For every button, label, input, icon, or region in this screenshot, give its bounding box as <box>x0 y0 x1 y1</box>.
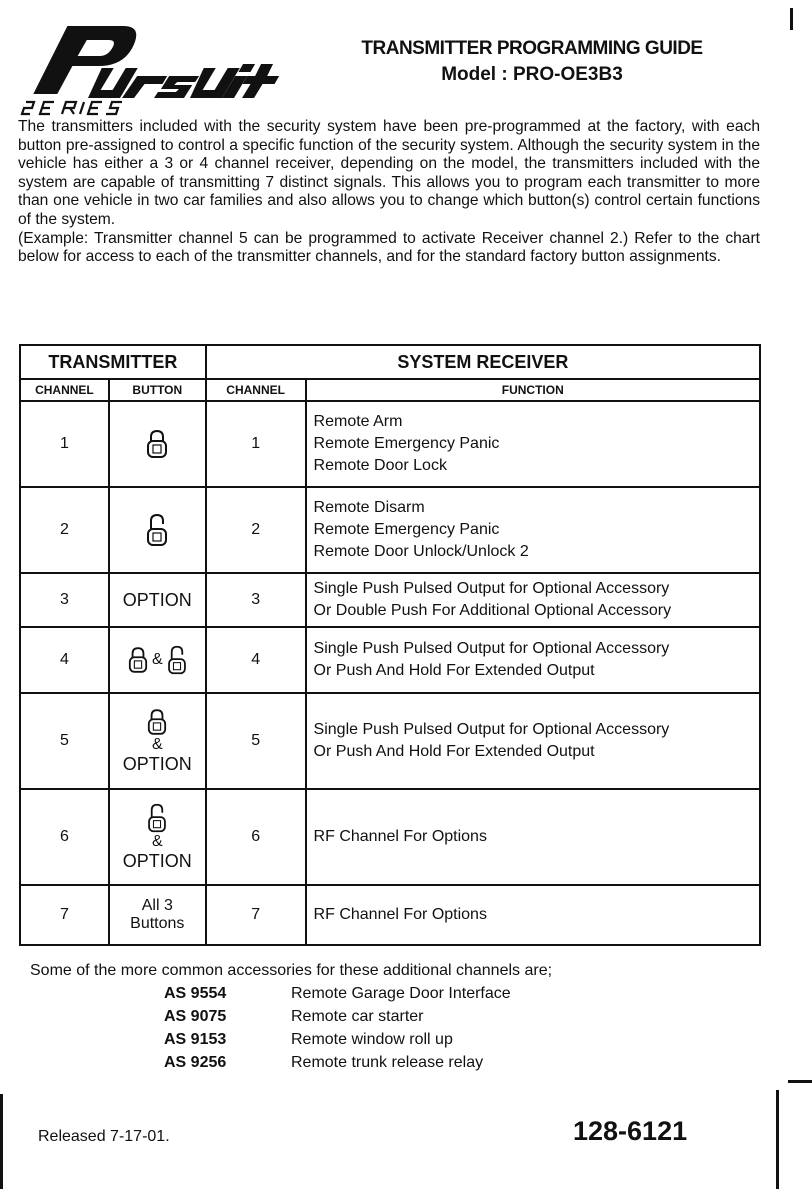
function-cell <box>306 627 760 693</box>
tx-channel-cell: 3 <box>20 573 109 627</box>
table-row <box>20 885 760 945</box>
model-number: Model : PRO-OE3B3 <box>441 64 623 85</box>
locked-padlock-icon <box>147 708 167 736</box>
table-row <box>20 401 760 487</box>
scan-edge-mark <box>788 1080 812 1083</box>
table-row <box>20 573 760 627</box>
intro-paragraph: The transmitters included with the security system have been pre-programmed at the factory, with each button pre-assigned to control a specific function of the security system. Although the security system in the vehicle has either a 3 or 4 channel receiver, depending on the model, the transmitters included with the system are capable of transmitting 7 distinct signals. This allows you to program each transmitter to more than one vehicle in two car families and also allows you to change which button(s) control certain functions of the system. <box>18 118 760 228</box>
scan-edge-mark <box>0 1094 3 1189</box>
function-cell <box>306 885 760 945</box>
accessory-code: AS 9153 <box>164 1031 227 1048</box>
ampersand: & <box>151 735 163 753</box>
locked-padlock-icon <box>128 646 148 674</box>
button-cell <box>109 693 206 789</box>
tx-channel-cell: 4 <box>20 627 109 693</box>
rx-channel-cell: 5 <box>206 693 306 789</box>
guide-title: TRANSMITTER PROGRAMMING GUIDE <box>361 38 703 59</box>
button-cell <box>109 487 206 573</box>
button-cell: OPTION <box>109 573 206 627</box>
function-cell <box>306 401 760 487</box>
rx-channel-cell: 6 <box>206 789 306 885</box>
option-label: OPTION <box>122 850 192 871</box>
table-row <box>20 789 760 885</box>
accessory-code: AS 9256 <box>164 1054 227 1071</box>
tx-channel-cell: 7 <box>20 885 109 945</box>
tx-channel-header: CHANNEL <box>20 379 109 401</box>
scan-edge-mark <box>790 8 793 30</box>
accessory-description: Remote Garage Door Interface <box>291 985 511 1002</box>
function-line: Or Double Push For Additional Optional Accessory <box>313 602 672 619</box>
release-date: Released 7-17-01. <box>38 1128 170 1145</box>
function-line: Remote Door Lock <box>313 457 447 474</box>
ampersand: & <box>151 651 163 668</box>
accessory-code: AS 9554 <box>164 985 227 1002</box>
rx-channel-cell: 1 <box>206 401 306 487</box>
function-line: Single Push Pulsed Output for Optional Accessory <box>313 721 670 738</box>
tx-channel-cell: 2 <box>20 487 109 573</box>
ampersand: & <box>151 832 163 850</box>
tx-channel-cell: 1 <box>20 401 109 487</box>
table-row <box>20 627 760 693</box>
function-cell <box>306 693 760 789</box>
unlocked-padlock-icon <box>146 513 168 547</box>
scan-edge-mark <box>776 1090 779 1189</box>
rx-channel-cell: 3 <box>206 573 306 627</box>
accessory-code: AS 9075 <box>164 1008 227 1025</box>
button-header: BUTTON <box>109 379 206 401</box>
function-line: Remote Door Unlock/Unlock 2 <box>313 543 529 560</box>
table-row <box>20 693 760 789</box>
channel-table <box>19 344 761 946</box>
function-line: Or Push And Hold For Extended Output <box>313 743 595 760</box>
intro-text <box>18 118 760 267</box>
function-line: Remote Arm <box>313 413 403 430</box>
function-cell <box>306 573 760 627</box>
function-header: FUNCTION <box>306 379 760 401</box>
option-label: OPTION <box>122 753 192 774</box>
button-cell <box>109 401 206 487</box>
function-line: Remote Emergency Panic <box>313 521 500 538</box>
button-cell <box>109 789 206 885</box>
button-cell <box>109 627 206 693</box>
accessories-heading: Some of the more common accessories for these additional channels are; <box>30 962 553 979</box>
rx-channel-header: CHANNEL <box>206 379 306 401</box>
accessory-description: Remote car starter <box>291 1008 424 1025</box>
transmitter-header: TRANSMITTER <box>20 345 206 379</box>
function-line: RF Channel For Options <box>313 906 487 923</box>
pursuit-series-logo <box>18 18 280 118</box>
all-buttons-label: All 3 <box>141 897 173 914</box>
function-cell <box>306 487 760 573</box>
function-line: Remote Emergency Panic <box>313 435 500 452</box>
tx-channel-cell: 6 <box>20 789 109 885</box>
system-receiver-header: SYSTEM RECEIVER <box>206 345 760 379</box>
button-cell <box>109 885 206 945</box>
all-buttons-label: Buttons <box>130 915 185 932</box>
function-cell <box>306 789 760 885</box>
rx-channel-cell: 4 <box>206 627 306 693</box>
tx-channel-cell: 5 <box>20 693 109 789</box>
rx-channel-cell: 2 <box>206 487 306 573</box>
function-line: Or Push And Hold For Extended Output <box>313 662 595 679</box>
unlocked-padlock-icon <box>167 645 187 675</box>
accessory-description: Remote window roll up <box>291 1031 453 1048</box>
locked-padlock-icon <box>146 429 168 459</box>
function-line: Single Push Pulsed Output for Optional Accessory <box>313 580 670 597</box>
function-line: RF Channel For Options <box>313 828 487 845</box>
rx-channel-cell: 7 <box>206 885 306 945</box>
table-row <box>20 487 760 573</box>
accessory-description: Remote trunk release relay <box>291 1054 484 1071</box>
unlocked-padlock-icon <box>147 803 167 833</box>
function-line: Single Push Pulsed Output for Optional Accessory <box>313 640 670 657</box>
intro-example: (Example: Transmitter channel 5 can be programmed to activate Receiver channel 2.) Refer to the chart below for access to each of the transmitter channels, and for the standard factory button assignments. <box>18 229 760 266</box>
function-line: Remote Disarm <box>313 499 425 516</box>
document-number: 128-6121 <box>573 1116 688 1146</box>
